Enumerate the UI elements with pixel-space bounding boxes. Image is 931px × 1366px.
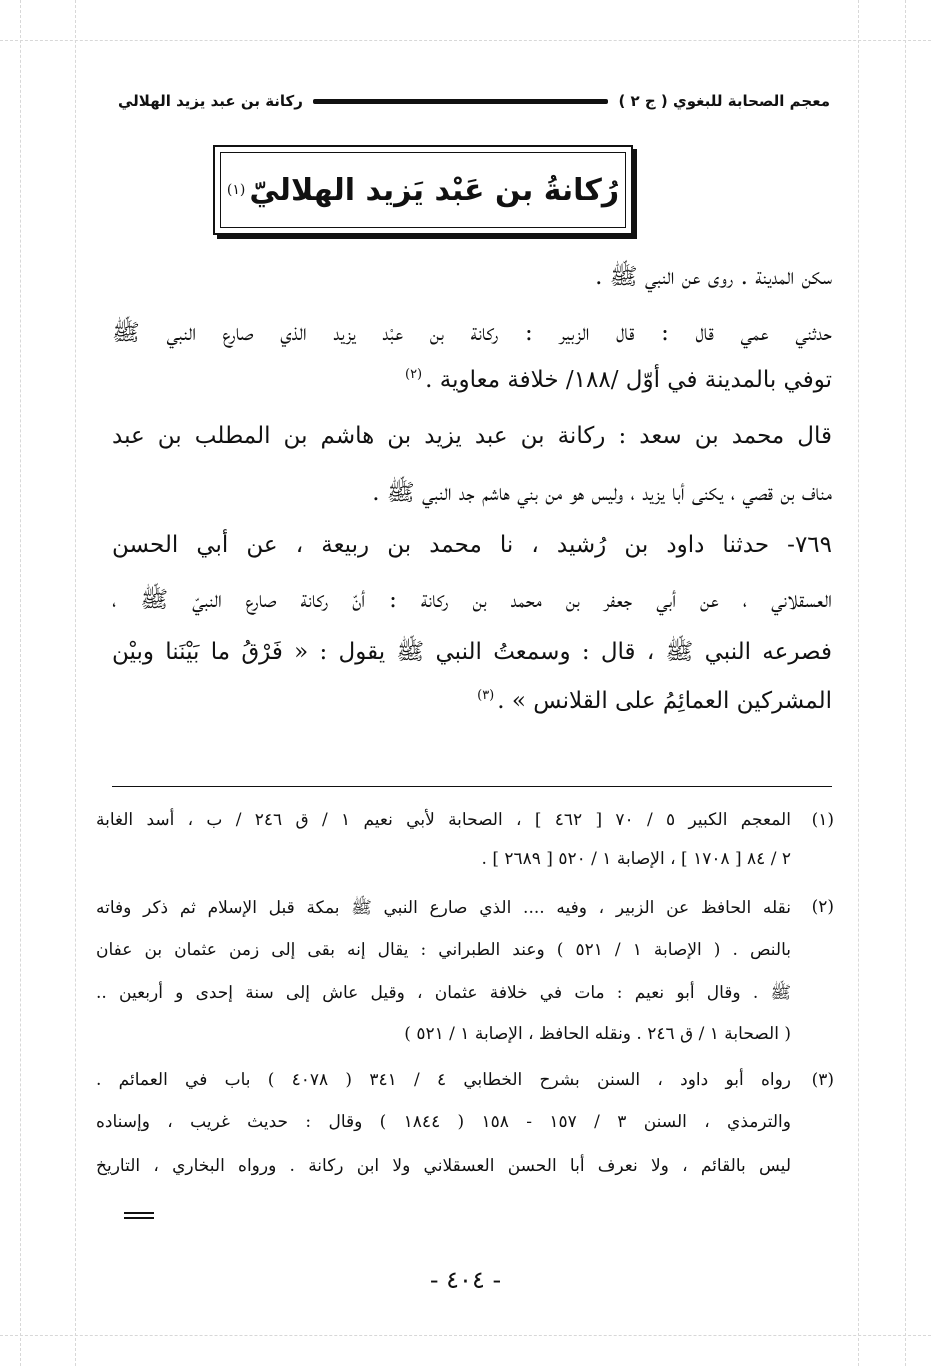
body-line-text: المشركين العمائِمُ على القلانس » . [497,688,832,714]
body-line: سكن المدينة . روى عن النبي ﷺ . [595,264,832,290]
page-number: - ٤٠٤ - [429,1266,502,1294]
footnote-line: المعجم الكبير ٥ / ٧٠ [ ٤٦٢ ] ، الصحابة لأبي نعيم ١ / ق ٢٤٦ / ب ، أسد الغابة [96,810,791,830]
footnote-number: (١) [811,810,834,830]
footnote-number: (٢) [811,897,834,917]
body-line: فصرعه النبي ﷺ ، قال : وسمعتُ النبي ﷺ يقول : « فَرْقُ ما بَيْنَنا وبيْن [112,639,832,665]
footnote-line: نقله الحافظ عن الزبير ، وفيه .... الذي صارع النبي ﷺ بمكة قبل الإسلام ثم ذكر وفاته [96,898,791,918]
body-line-text: توفي بالمدينة في أوّل /١٨٨/ خلافة معاوية . [425,367,832,393]
body-line [112,367,832,393]
running-header [118,88,830,114]
footnote-line: ٢ / ٨٤ [ ١٧٠٨ ] ، الإصابة ١ / ٥٢٠ [ ٢٦٨٩ ] . [481,849,791,869]
footnote-ref: (٣) [477,688,495,704]
header-rule [313,99,609,104]
footnote-line: ( الصحابة ١ / ق ٢٤٦ . ونقله الحافظ ، الإصابة ١ / ٥٢١ ) [404,1024,791,1044]
entry-title-frame [220,152,626,228]
body-line: ٧٦٩- حدثنا داود بن رُشيد ، نا محمد بن ربيعة ، عن أبي الحسن [112,532,832,558]
title-footnote-ref: (١) [226,182,246,198]
entry-title-box [213,145,633,235]
body-line: مناف بن قصي ، يكنى أبا يزيد ، وليس هو من بني هاشم جد النبي ﷺ . [372,480,832,506]
continuation-mark [124,1212,154,1222]
footnote-line: رواه أبو داود ، السنن بشرح الخطابي ٤ / ٣٤١ ( ٤٠٧٨ ) باب في العمائم . [96,1070,791,1090]
guide-line [20,0,21,1366]
guide-line [0,1335,931,1336]
entry-title: رُكانةُ بن عَبْد يَزيد الهلاليّ [249,172,620,208]
body-line [112,688,832,714]
header-entry-title: ركانة بن عبد يزيد الهلالي [118,92,303,110]
guide-line [858,0,859,1366]
footnote-line: ﷺ . وقال أبو نعيم : مات في خلافة عثمان ، وقيل عاش إلى سنة إحدى و أربعين .. [96,983,791,1003]
footnote-ref: (٢) [404,367,423,383]
body-line: العسقلاني ، عن أبي جعفر بن محمد بن ركانة : أنّ ركانة صارع النبيّ ﷺ ، [112,587,832,613]
footnote-separator [112,786,832,787]
header-book-title: معجم الصحابة للبغوي ( ج ٢ ) [618,92,830,110]
footnote-line: ليس بالقائم ، ولا نعرف أبا الحسن العسقلاني ولا ابن ركانة . ورواه البخاري ، التاريخ [96,1156,791,1176]
guide-line [905,0,906,1366]
body-line: قال محمد بن سعد : ركانة بن عبد يزيد بن هاشم بن المطلب بن عبد [112,423,832,449]
guide-line [0,40,931,41]
guide-line [75,0,76,1366]
footnote-number: (٣) [811,1070,834,1090]
body-line: حدثني عمي قال : قال الزبير : ركانة بن عبْد يزيد الذي صارع النبي ﷺ [112,320,832,346]
footnote-line: والترمذي ، السنن ٣ / ١٥٧ - ١٥٨ ( ١٨٤٤ ) وقال : حديث غريب ، وإسناده [96,1112,791,1132]
footnote-line: بالنص . ( الإصابة ١ / ٥٢١ ) وعند الطبراني : يقال إنه بقى إلى زمن عثمان بن عفان [96,940,791,960]
